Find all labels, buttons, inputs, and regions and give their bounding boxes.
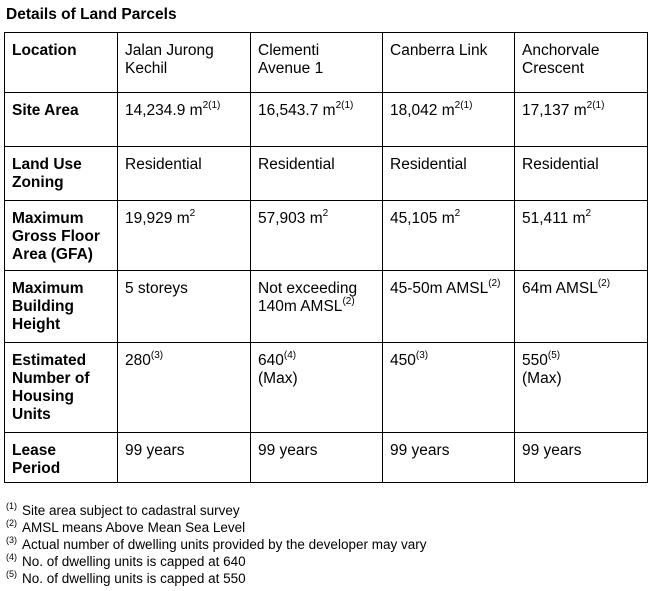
footnote-text: Actual number of dwelling units provided by the developer may vary [22, 537, 427, 552]
cell-value: 45-50m AMSL [390, 280, 489, 297]
footnote-mark: (4) [6, 551, 17, 562]
row-label-line: Maximum [12, 210, 84, 227]
row-label-line: Building [12, 298, 74, 315]
footnote-text: No. of dwelling units is capped at 550 [22, 571, 246, 586]
footnote-ref: (4) [283, 349, 297, 361]
footnotes [6, 502, 426, 587]
unit: m [176, 210, 190, 227]
location-line1: Jalan Jurong [125, 42, 214, 59]
table-cell [118, 93, 251, 147]
table-cell [118, 343, 251, 433]
unit-exponent: 2 [585, 207, 592, 219]
footnote-text: Site area subject to cadastral survey [22, 503, 240, 518]
footnote-ref: (2) [342, 295, 355, 307]
footnote-text: AMSL means Above Mean Sea Level [22, 520, 246, 535]
table-cell [383, 343, 515, 433]
location-cell [251, 33, 383, 93]
unit: m [441, 210, 455, 227]
cell-value: 640 [258, 352, 284, 369]
footnote-ref: (1) [460, 99, 473, 111]
cell-value: 450 [390, 352, 416, 369]
table-cell: Residential [383, 147, 515, 201]
footnote [6, 553, 426, 570]
unit-exponent: 2 [454, 99, 461, 111]
cell-value: 57,903 [258, 210, 306, 227]
row-label-line: Estimated [12, 352, 87, 369]
footnote-mark: (5) [6, 568, 17, 579]
table-cell [251, 93, 383, 147]
unit: m [573, 102, 587, 119]
unit: m [572, 210, 586, 227]
table-cell [251, 343, 383, 433]
table-row-gfa [5, 201, 648, 271]
footnote-ref: (3) [415, 349, 429, 361]
unit: m [189, 102, 203, 119]
unit-exponent: 2 [454, 207, 461, 219]
cell-value: 64m AMSL [522, 280, 598, 297]
table-cell: Residential [251, 147, 383, 201]
table-cell [515, 93, 648, 147]
table-cell [118, 201, 251, 271]
page-title: Details of Land Parcels [6, 6, 177, 23]
cell-qualifier: (Max) [522, 370, 562, 387]
row-label-line: Land Use [12, 156, 82, 173]
cell-value: Not exceeding [258, 280, 358, 297]
row-label [5, 201, 118, 271]
cell-value: 19,929 [125, 210, 173, 227]
location-line1: Canberra Link [390, 42, 488, 59]
cell-value: 17,137 [522, 102, 570, 119]
footnote [6, 536, 426, 553]
footnote-ref: (1) [341, 99, 354, 111]
table-row-land-use [5, 147, 648, 201]
table-cell: 99 years [118, 433, 251, 483]
row-label-line: Area (GFA) [12, 246, 93, 263]
unit-exponent: 2 [335, 99, 342, 111]
table-cell [118, 271, 251, 343]
row-label-line: Units [12, 406, 51, 423]
location-cell [383, 33, 515, 93]
location-line1: Anchorvale [522, 42, 600, 59]
footnote [6, 570, 426, 587]
land-parcels-table [4, 32, 648, 483]
table-row-height [5, 271, 648, 343]
table-cell: 99 years [515, 433, 648, 483]
row-label-line: Maximum [12, 280, 84, 297]
unit: m [309, 210, 323, 227]
row-label-line: Height [12, 316, 61, 333]
table-cell: 99 years [251, 433, 383, 483]
row-label-line: Period [12, 460, 61, 477]
row-label-line: Gross Floor [12, 228, 100, 245]
cell-value: 5 storeys [125, 280, 188, 297]
footnote-mark: (2) [6, 517, 17, 528]
cell-value: 280 [125, 352, 151, 369]
table-cell [383, 271, 515, 343]
unit-exponent: 2 [586, 99, 593, 111]
table-cell [515, 201, 648, 271]
cell-value: 16,543.7 [258, 102, 319, 119]
table-cell [251, 271, 383, 343]
unit: m [441, 102, 455, 119]
row-label-line: Number of [12, 370, 90, 387]
footnote [6, 519, 426, 536]
table-header-row [5, 33, 648, 93]
header-location-label: Location [5, 33, 118, 93]
location-cell [118, 33, 251, 93]
table-cell [515, 343, 648, 433]
table-cell: Residential [515, 147, 648, 201]
table-cell: Residential [118, 147, 251, 201]
table-row-housing-units [5, 343, 648, 433]
location-line2: Crescent [522, 60, 585, 77]
table-cell [383, 201, 515, 271]
footnote-text: No. of dwelling units is capped at 640 [22, 554, 246, 569]
footnote-mark: (1) [6, 500, 17, 511]
table-cell: 99 years [383, 433, 515, 483]
footnote [6, 502, 426, 519]
location-line2: Avenue 1 [258, 60, 324, 77]
row-label [5, 147, 118, 201]
cell-value: 14,234.9 [125, 102, 186, 119]
footnote-ref: (1) [208, 99, 221, 111]
unit-exponent: 2 [189, 207, 196, 219]
footnote-ref: (1) [592, 99, 605, 111]
location-line1: Clementi [258, 42, 320, 59]
row-label-line: Zoning [12, 174, 64, 191]
table-cell [515, 271, 648, 343]
row-label-line: Lease [12, 442, 56, 459]
location-line2: Kechil [125, 60, 168, 77]
cell-value: 550 [522, 352, 548, 369]
row-label-line: Housing [12, 388, 74, 405]
cell-value: 45,105 [390, 210, 438, 227]
footnote-mark: (3) [6, 534, 17, 545]
row-label [5, 271, 118, 343]
footnote-ref: (2) [597, 277, 611, 289]
footnote-ref: (5) [547, 349, 561, 361]
table-row-lease [5, 433, 648, 483]
cell-value: 18,042 [390, 102, 438, 119]
footnote-ref: (3) [150, 349, 164, 361]
unit: m [322, 102, 336, 119]
table-row-site-area [5, 93, 648, 147]
cell-value: 51,411 [522, 210, 569, 227]
row-label [5, 433, 118, 483]
location-cell [515, 33, 648, 93]
cell-qualifier: (Max) [258, 370, 298, 387]
table-cell [251, 201, 383, 271]
footnote-ref: (2) [488, 277, 501, 289]
row-label [5, 343, 118, 433]
table-cell [383, 93, 515, 147]
row-label: Site Area [5, 93, 118, 147]
cell-value: 140m AMSL [258, 298, 343, 315]
unit-exponent: 2 [322, 207, 329, 219]
unit-exponent: 2 [202, 99, 209, 111]
